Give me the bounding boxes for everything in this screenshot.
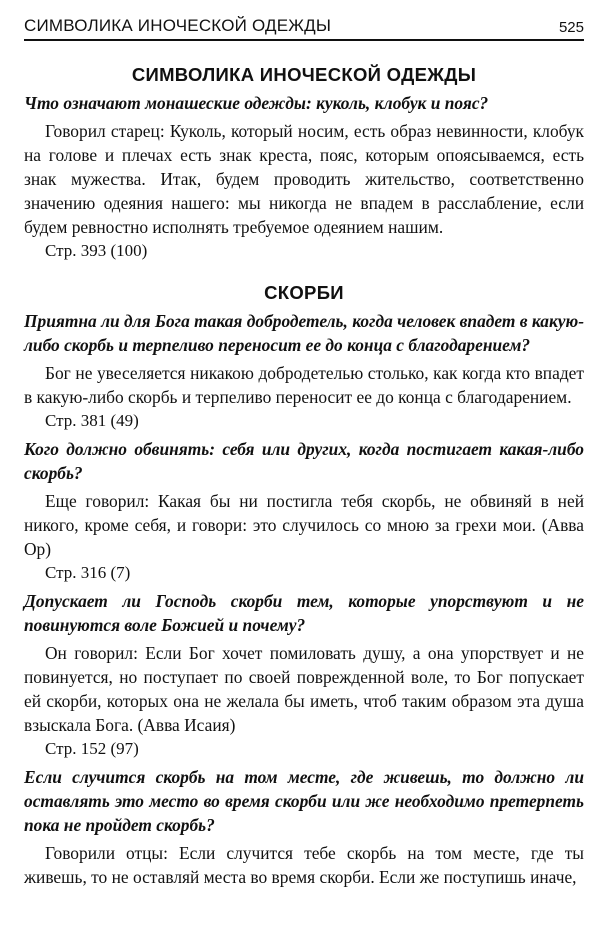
question: Допускает ли Господь скорби тем, которые упорствуют и не повинуются воле Божией и почему?	[24, 591, 584, 635]
qa-entry	[24, 91, 584, 263]
question: Что означают монашеские одежды: куколь, клобук и пояс?	[24, 93, 489, 113]
answer: Говорили отцы: Если случится тебе скорбь на том месте, где ты живешь, то не оставляй места во время скорби. Если же поступишь иначе,	[24, 843, 584, 887]
running-head	[24, 10, 584, 41]
section-title: СКОРБИ	[264, 282, 344, 303]
answer: Говорил старец: Куколь, который носим, есть образ невинности, клобук на голове и плечах есть знак креста, пояс, которым опоясываемся, есть знак мужества. Итак, будем проводить жительство, соответственно значению одеяния нашего: мы никогда не впадем в расслабление, если будем ревностно исполнять требуемое одеянием нашим.	[24, 121, 584, 237]
question: Кого должно обвинять: себя или других, когда постигает какая-либо скорбь?	[24, 439, 584, 483]
question: Если случится скорбь на том месте, где живешь, то должно ли оставлять это место во время скорби или же необходимо претерпеть пока не пройдет скорбь?	[24, 767, 584, 835]
page-reference: Стр. 316 (7)	[45, 563, 131, 582]
qa-entry	[24, 765, 584, 889]
running-head-title: СИМВОЛИКА ИНОЧЕСКОЙ ОДЕЖДЫ	[24, 16, 332, 35]
page-number: 525	[558, 19, 584, 36]
page-reference: Стр. 152 (97)	[45, 739, 139, 758]
answer: Он говорил: Если Бог хочет помиловать душу, а она упорствует и не повинуется, но поступает по своей поврежденной воле, то Бог попускает ей скорби, которых она не желала бы иметь, чтоб таким образом эта душа взыскала Бога. (Авва Исаия)	[24, 643, 584, 735]
book-page	[24, 10, 584, 924]
qa-entry	[24, 589, 584, 761]
qa-entry	[24, 309, 584, 433]
section-title: СИМВОЛИКА ИНОЧЕСКОЙ ОДЕЖДЫ	[131, 64, 477, 85]
page-reference: Стр. 381 (49)	[45, 411, 139, 430]
page-reference: Стр. 393 (100)	[45, 241, 148, 260]
question: Приятна ли для Бога такая добродетель, когда человек впадет в какую-либо скорбь и терпеливо переносит ее до конца с благодарением?	[24, 311, 584, 355]
answer: Еще говорил: Какая бы ни постигла тебя скорбь, не обвиняй в ней никого, кроме себя, и говори: это случилось со мною за грехи мои. (Авва Ор)	[24, 491, 584, 559]
answer: Бог не увеселяется никакою добродетелью столько, как когда кто впадет в какую-либо скорбь и терпеливо переносит ее до конца с благодарением.	[24, 363, 584, 407]
qa-entry	[24, 437, 584, 585]
